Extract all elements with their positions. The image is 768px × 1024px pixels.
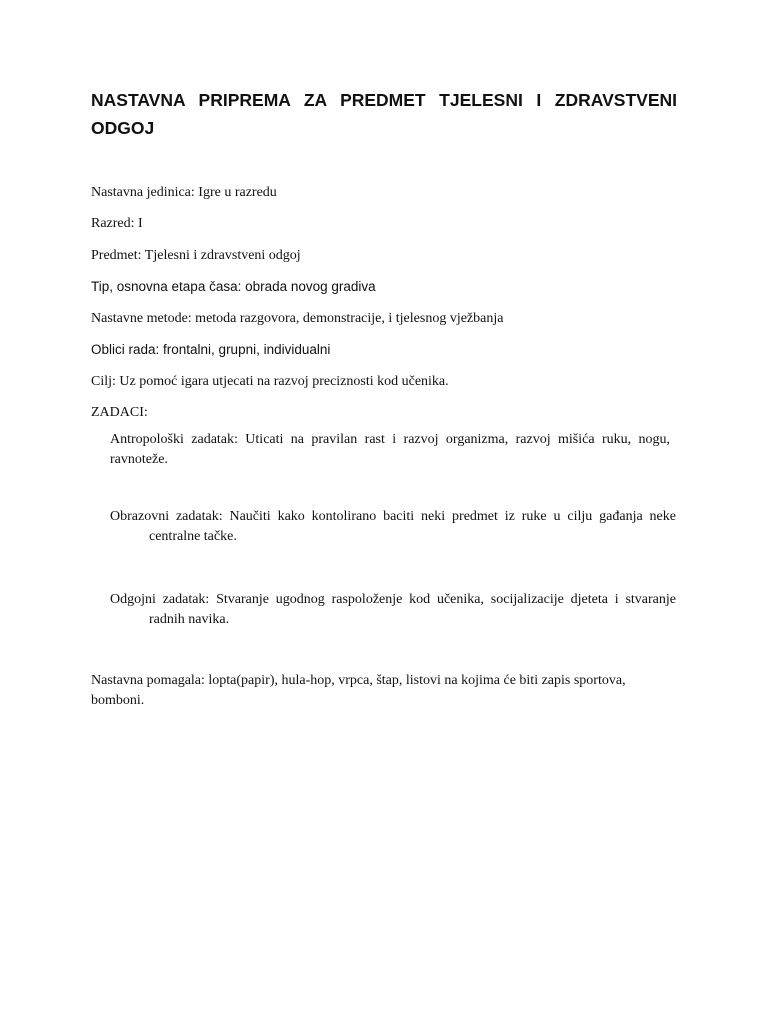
educational-task: Obrazovni zadatak: Naučiti kako kontolirano baciti neki predmet iz ruke u cilju gađanja neke centralne tačke. — [110, 509, 676, 544]
anthropological-task: Antropološki zadatak: Uticati na pravilan rast i razvoj organizma, razvoj mišića ruku, nogu, ravnoteže. — [110, 432, 670, 467]
document-title: NASTAVNA PRIPREMA ZA PREDMET TJELESNI I ZDRAVSTVENI ODGOJ — [91, 90, 677, 138]
upbringing-task: Odgojni zadatak: Stvaranje ugodnog raspoloženje kod učenika, socijalizacije djeteta i stvaranje radnih navika. — [110, 592, 676, 627]
tasks-heading: ZADACI: — [91, 405, 148, 420]
grade-line: Razred: I — [91, 216, 143, 231]
teaching-unit-line: Nastavna jedinica: Igre u razredu — [91, 185, 277, 200]
teaching-aids: Nastavna pomagala: lopta(papir), hula-hop, vrpca, štap, listovi na kojima će biti zapis sportova, bomboni. — [91, 673, 626, 708]
lesson-type-line: Tip, osnovna etapa časa: obrada novog gradiva — [91, 279, 376, 294]
subject-line: Predmet: Tjelesni i zdravstveni odgoj — [91, 248, 301, 263]
teaching-methods-line: Nastavne metode: metoda razgovora, demonstracije, i tjelesnog vježbanja — [91, 311, 504, 326]
work-forms-line: Oblici rada: frontalni, grupni, individualni — [91, 342, 331, 357]
goal-line: Cilj: Uz pomoć igara utjecati na razvoj preciznosti kod učenika. — [91, 374, 449, 389]
